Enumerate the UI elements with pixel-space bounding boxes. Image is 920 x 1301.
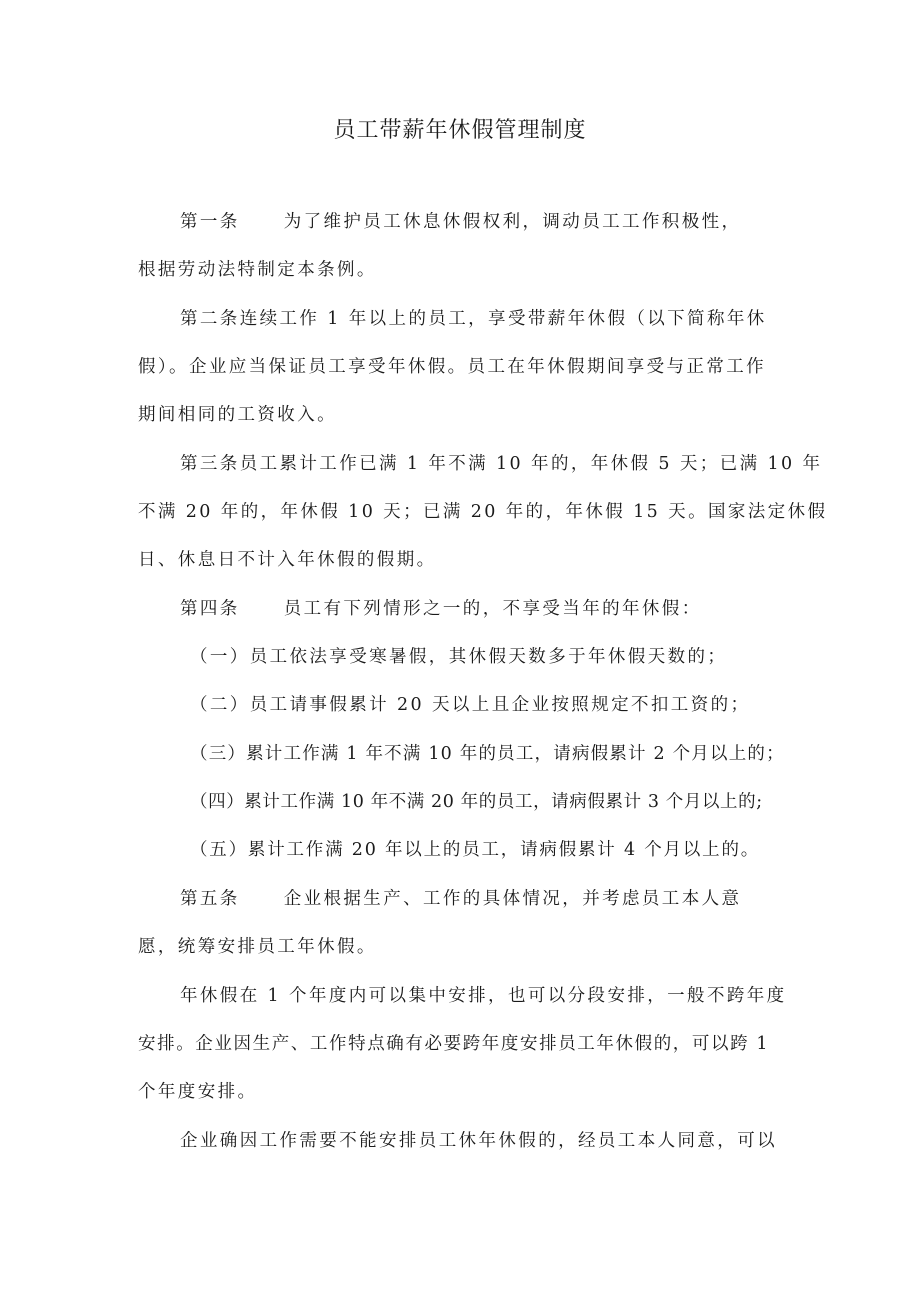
article-5-label: 第五条 — [180, 889, 240, 909]
article-5-line-1 — [180, 885, 741, 910]
article-3-line-1: 第三条员工累计工作已满 1 年不满 10 年的，年休假 5 天；已满 10 年 — [180, 454, 823, 474]
article-4-item-1: （一）员工依法享受寒暑假，其休假天数多于年休假天数的； — [190, 647, 728, 667]
article-1-line-2: 根据劳动法特制定本条例。 — [138, 260, 377, 280]
article-1-label: 第一条 — [180, 212, 240, 232]
article-4-item-5: （五）累计工作满 20 年以上的员工，请病假累计 4 个月以上的。 — [190, 840, 761, 860]
document-title: 员工带薪年休假管理制度 — [333, 118, 587, 143]
article-4-item-4: （四）累计工作满 10 年不满 20 年的员工，请病假累计 3 个月以上的; — [190, 792, 763, 812]
article-4-label: 第四条 — [180, 599, 240, 619]
article-4-item-3: （三）累计工作满 1 年不满 10 年的员工，请病假累计 2 个月以上的； — [190, 744, 785, 764]
article-4-text: 员工有下列情形之一的，不享受当年的年休假： — [283, 599, 702, 619]
article-5-text: 企业根据生产、工作的具体情况，并考虑员工本人意 — [283, 889, 742, 909]
paragraph-6-line-3: 个年度安排。 — [138, 1082, 258, 1102]
article-2-line-1: 第二条连续工作 1 年以上的员工，享受带薪年休假（以下简称年休 — [180, 309, 767, 329]
article-4-item-2: （二）员工请事假累计 20 天以上且企业按照规定不扣工资的； — [190, 695, 751, 715]
paragraph-7-line-1: 企业确因工作需要不能安排员工休年休假的，经员工本人同意，可以 — [180, 1131, 777, 1151]
article-2-line-2: 假）。企业应当保证员工享受年休假。员工在年休假期间享受与正常工作 — [138, 357, 767, 377]
article-1-line-1 — [180, 208, 741, 233]
article-3-line-2: 不满 20 年的，年休假 10 天；已满 20 年的，年休假 15 天。国家法定休假 — [138, 502, 828, 522]
article-3-line-3: 日、休息日不计入年休假的假期。 — [138, 550, 437, 570]
article-4-line-1 — [180, 595, 702, 620]
article-2-line-3: 期间相同的工资收入。 — [138, 405, 337, 425]
article-5-line-2: 愿，统筹安排员工年休假。 — [138, 937, 377, 957]
article-1-text: 为了维护员工休息休假权利，调动员工工作积极性， — [283, 212, 742, 232]
paragraph-6-line-1: 年休假在 1 个年度内可以集中安排，也可以分段安排，一般不跨年度 — [180, 986, 787, 1006]
paragraph-6-line-2: 安排。企业因生产、工作特点确有必要跨年度安排员工年休假的，可以跨 1 — [138, 1034, 770, 1054]
